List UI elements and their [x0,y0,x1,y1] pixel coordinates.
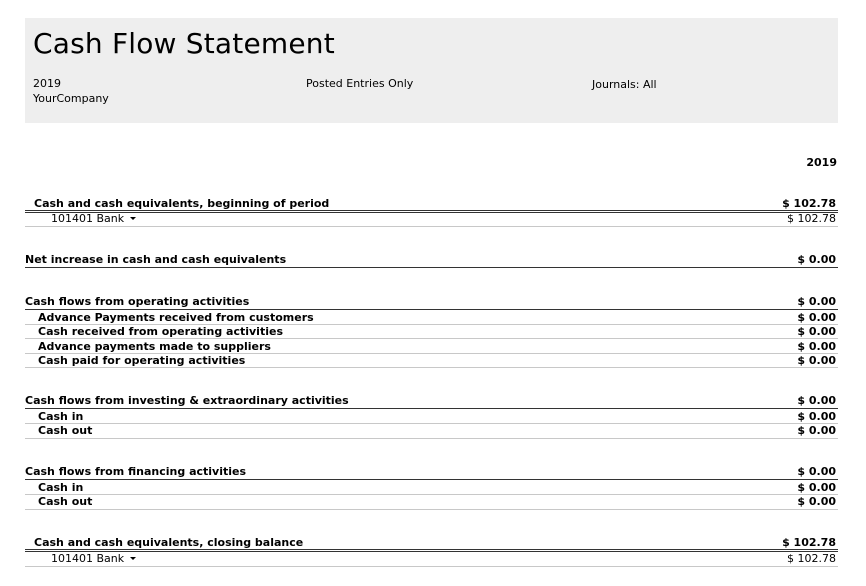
row-label: Cash and cash equivalents, closing balance [34,536,304,549]
row-beginning-bank[interactable] [25,212,838,226]
divider [25,226,838,227]
row-amount: $ 0.00 [797,354,836,367]
row-amount: $ 0.00 [797,325,836,338]
row-label: Cash out [38,495,93,508]
divider [25,408,838,409]
row-op-advance-customers[interactable] [25,311,838,325]
page-title: Cash Flow Statement [33,27,335,60]
row-label: Cash out [38,424,93,437]
report-year: 2019 [33,77,61,90]
caret-down-icon[interactable] [130,217,136,220]
row-amount: $ 0.00 [797,253,836,266]
divider [25,267,838,268]
row-closing-bank[interactable] [25,552,838,566]
divider [25,210,838,211]
account-label: 101401 Bank [51,212,125,225]
row-op-cash-received[interactable] [25,325,838,339]
row-label: Cash paid for operating activities [38,354,246,367]
row-beginning-balance[interactable] [25,197,838,211]
account-label: 101401 Bank [51,552,125,565]
row-amount: $ 102.78 [787,212,836,225]
row-inv-cash-in[interactable] [25,410,838,424]
row-op-advance-suppliers[interactable] [25,340,838,354]
divider [25,566,838,567]
row-label: Cash flows from operating activities [25,295,250,308]
row-amount: $ 102.78 [782,536,836,549]
row-amount: $ 102.78 [787,552,836,565]
column-header-year: 2019 [806,156,837,169]
row-fin-cash-out[interactable] [25,495,838,509]
divider [25,367,838,368]
row-label: Cash in [38,410,84,423]
row-amount: $ 0.00 [797,394,836,407]
row-amount: $ 102.78 [782,197,836,210]
row-net-increase[interactable] [25,253,838,267]
row-label: Cash flows from investing & extraordinary activities [25,394,349,407]
divider [25,338,838,339]
row-label: Advance payments made to suppliers [38,340,271,353]
divider [25,438,838,439]
row-closing-balance[interactable] [25,536,838,550]
row-label: Advance Payments received from customers [38,311,314,324]
row-financing-activities[interactable] [25,465,838,479]
row-label: Cash in [38,481,84,494]
row-op-cash-paid[interactable] [25,354,838,368]
journals-filter: Journals: All [592,78,657,91]
row-amount: $ 0.00 [797,295,836,308]
row-amount: $ 0.00 [797,311,836,324]
caret-down-icon[interactable] [130,557,136,560]
row-label: Net increase in cash and cash equivalents [25,253,287,266]
row-label: Cash and cash equivalents, beginning of period [34,197,330,210]
row-amount: $ 0.00 [797,495,836,508]
company-name: YourCompany [33,92,109,105]
divider [25,309,838,310]
row-label: Cash received from operating activities [38,325,283,338]
row-investing-activities[interactable] [25,394,838,408]
divider [25,509,838,510]
divider [25,549,838,550]
divider [25,479,838,480]
report-header [25,18,838,123]
row-operating-activities[interactable] [25,295,838,309]
row-fin-cash-in[interactable] [25,481,838,495]
row-amount: $ 0.00 [797,424,836,437]
entries-filter: Posted Entries Only [306,77,414,90]
row-amount: $ 0.00 [797,481,836,494]
row-label: Cash flows from financing activities [25,465,247,478]
row-amount: $ 0.00 [797,410,836,423]
row-inv-cash-out[interactable] [25,424,838,438]
row-amount: $ 0.00 [797,465,836,478]
row-amount: $ 0.00 [797,340,836,353]
